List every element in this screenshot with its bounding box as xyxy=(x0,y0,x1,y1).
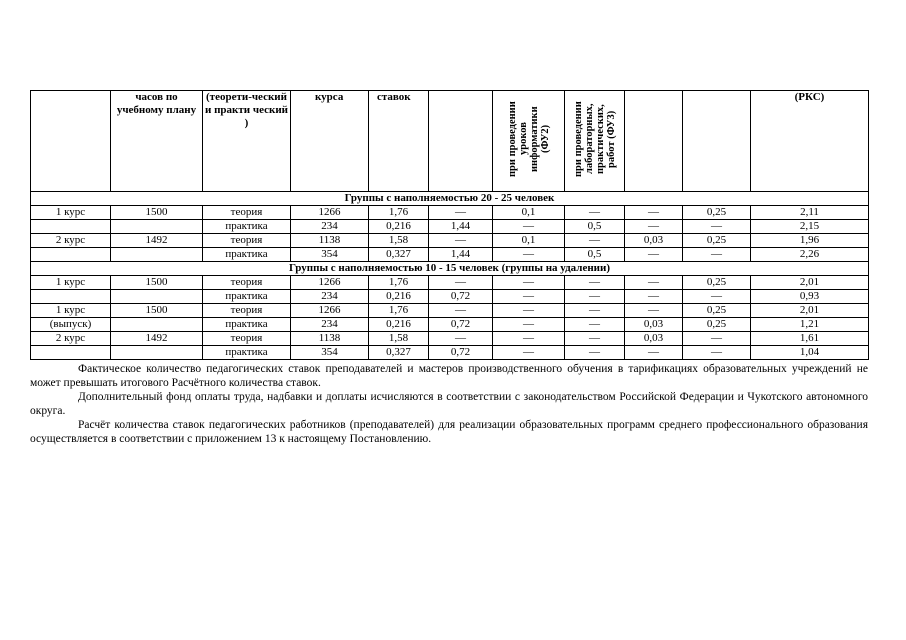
table-cell: — xyxy=(625,304,683,318)
paragraph: Расчёт количества ставок педагогических работников (преподавателей) для реализации образовательных программ среднего профессионального образования осуществляется в соответствии с приложением 13 к настоящему Постановлению. xyxy=(30,419,868,445)
table-cell: 0,216 xyxy=(369,290,429,304)
table-cell: 1,44 xyxy=(429,220,493,234)
table-cell: 1138 xyxy=(291,332,369,346)
table-cell: — xyxy=(565,234,625,248)
table-cell: 234 xyxy=(291,290,369,304)
header-cell xyxy=(625,91,683,192)
table-cell: — xyxy=(429,276,493,290)
table-cell xyxy=(31,346,111,360)
header-cell xyxy=(31,91,111,192)
table-cell xyxy=(31,290,111,304)
table-cell: 234 xyxy=(291,318,369,332)
table-cell: 0,216 xyxy=(369,318,429,332)
table-cell: 354 xyxy=(291,248,369,262)
table-cell xyxy=(31,248,111,262)
table-cell: 2 курс xyxy=(31,332,111,346)
table-cell: — xyxy=(493,276,565,290)
section-row xyxy=(31,262,869,276)
table-cell: 1,44 xyxy=(429,248,493,262)
table-cell: — xyxy=(493,346,565,360)
table-cell: — xyxy=(625,220,683,234)
table-cell: 0,216 xyxy=(369,220,429,234)
table-cell: теория xyxy=(203,332,291,346)
table-cell: 2,26 xyxy=(751,248,869,262)
table-cell: 1138 xyxy=(291,234,369,248)
table-cell: практика xyxy=(203,346,291,360)
table-cell: 0,327 xyxy=(369,248,429,262)
table-cell xyxy=(31,220,111,234)
table-cell: — xyxy=(493,220,565,234)
table-cell: 1,58 xyxy=(369,332,429,346)
table-cell: 0,72 xyxy=(429,290,493,304)
table-cell: — xyxy=(429,332,493,346)
table-cell: 0,5 xyxy=(565,220,625,234)
table-cell: — xyxy=(565,346,625,360)
table-cell: 1,96 xyxy=(751,234,869,248)
table-cell: практика xyxy=(203,318,291,332)
table-cell: 354 xyxy=(291,346,369,360)
table-cell: — xyxy=(625,276,683,290)
header-vertical-text: при проведении лабораторных, практических, работ (ФУ3) xyxy=(572,101,617,177)
document-page xyxy=(30,90,868,446)
table-row xyxy=(31,318,869,332)
table-cell: 1,76 xyxy=(369,304,429,318)
table-cell: 0,5 xyxy=(565,248,625,262)
table-cell xyxy=(111,220,203,234)
header-vertical-text: при проведении уроков информатики (ФУ2) xyxy=(506,101,551,177)
table-cell: 0,03 xyxy=(625,332,683,346)
table-cell: 1266 xyxy=(291,206,369,220)
table-cell: — xyxy=(429,234,493,248)
table-cell: 1500 xyxy=(111,206,203,220)
table-cell: — xyxy=(493,248,565,262)
table-cell: — xyxy=(683,248,751,262)
table-cell: 1,76 xyxy=(369,206,429,220)
table-cell: теория xyxy=(203,234,291,248)
table-cell: — xyxy=(429,304,493,318)
table-cell: 1,61 xyxy=(751,332,869,346)
table-cell: 0,03 xyxy=(625,234,683,248)
table-cell: 1,58 xyxy=(369,234,429,248)
table-cell: 2 курс xyxy=(31,234,111,248)
table-cell xyxy=(111,318,203,332)
table-cell: — xyxy=(565,304,625,318)
table-cell: — xyxy=(625,206,683,220)
header-cell: (теорети-ческий и практи ческий ) xyxy=(203,91,291,192)
table-cell: 1,76 xyxy=(369,276,429,290)
table-cell: (выпуск) xyxy=(31,318,111,332)
header-cell xyxy=(429,91,493,192)
staff-rates-table xyxy=(30,90,869,360)
table-cell: — xyxy=(683,332,751,346)
table-cell: 0,25 xyxy=(683,234,751,248)
table-cell: 0,72 xyxy=(429,318,493,332)
table-cell: 1492 xyxy=(111,234,203,248)
table-cell: 1 курс xyxy=(31,276,111,290)
table-cell: 1 курс xyxy=(31,206,111,220)
table-cell: 0,1 xyxy=(493,234,565,248)
table-header-row xyxy=(31,91,869,192)
table-cell: — xyxy=(565,206,625,220)
table-cell: 0,03 xyxy=(625,318,683,332)
table-cell: теория xyxy=(203,206,291,220)
table-cell: 1266 xyxy=(291,304,369,318)
table-cell: — xyxy=(493,318,565,332)
table-cell: 0,1 xyxy=(493,206,565,220)
table-cell: — xyxy=(683,220,751,234)
table-cell: — xyxy=(625,290,683,304)
table-cell xyxy=(111,290,203,304)
table-cell: 2,01 xyxy=(751,304,869,318)
table-cell xyxy=(111,248,203,262)
table-row xyxy=(31,206,869,220)
table-cell: 0,25 xyxy=(683,206,751,220)
table-cell: 2,01 xyxy=(751,276,869,290)
table-row xyxy=(31,248,869,262)
table-cell: — xyxy=(683,290,751,304)
table-cell: — xyxy=(565,290,625,304)
table-cell: 1,21 xyxy=(751,318,869,332)
table-cell: практика xyxy=(203,220,291,234)
table-row xyxy=(31,332,869,346)
table-cell: 2,11 xyxy=(751,206,869,220)
header-cell-vertical xyxy=(565,91,625,192)
table-cell: 0,25 xyxy=(683,304,751,318)
table-cell: — xyxy=(565,276,625,290)
paragraph: Фактическое количество педагогических ставок преподавателей и мастеров производственного обучения в тарификациях образовательных учреждений не может превышать итогового Расчётного количества ставок. xyxy=(30,363,868,389)
table-cell: — xyxy=(625,248,683,262)
paragraph: Дополнительный фонд оплаты труда, надбавки и доплаты исчисляются в соответствии с законодательством Российской Федерации и Чукотского автономного округа. xyxy=(30,391,868,417)
table-cell: 0,327 xyxy=(369,346,429,360)
table-row xyxy=(31,346,869,360)
table-cell: — xyxy=(493,290,565,304)
header-cell xyxy=(683,91,751,192)
table-row xyxy=(31,220,869,234)
table-cell: теория xyxy=(203,276,291,290)
table-cell: 1266 xyxy=(291,276,369,290)
table-cell: — xyxy=(565,332,625,346)
header-cell: ставок xyxy=(369,91,429,192)
section-title: Группы с наполняемостью 10 - 15 человек (группы на удалении) xyxy=(31,262,869,276)
table-cell: практика xyxy=(203,290,291,304)
table-cell: практика xyxy=(203,248,291,262)
table-cell: 1 курс xyxy=(31,304,111,318)
header-cell-vertical xyxy=(493,91,565,192)
table-row xyxy=(31,276,869,290)
table-row xyxy=(31,290,869,304)
section-title: Группы с наполняемостью 20 - 25 человек xyxy=(31,192,869,206)
table-cell: 0,25 xyxy=(683,276,751,290)
table-cell: — xyxy=(565,318,625,332)
table-cell: 234 xyxy=(291,220,369,234)
table-cell: 2,15 xyxy=(751,220,869,234)
table-cell: 0,72 xyxy=(429,346,493,360)
header-cell: (РКС) xyxy=(751,91,869,192)
table-row xyxy=(31,304,869,318)
table-row xyxy=(31,234,869,248)
table-cell: — xyxy=(683,346,751,360)
table-cell: теория xyxy=(203,304,291,318)
table-cell: 1500 xyxy=(111,276,203,290)
table-cell xyxy=(111,346,203,360)
table-cell: — xyxy=(625,346,683,360)
header-cell: часов по учебному плану xyxy=(111,91,203,192)
table-cell: 1500 xyxy=(111,304,203,318)
table-cell: 0,25 xyxy=(683,318,751,332)
table-cell: — xyxy=(429,206,493,220)
section-row xyxy=(31,192,869,206)
table-cell: — xyxy=(493,304,565,318)
table-cell: 0,93 xyxy=(751,290,869,304)
table-cell: 1,04 xyxy=(751,346,869,360)
table-cell: 1492 xyxy=(111,332,203,346)
header-cell: курса xyxy=(291,91,369,192)
table-cell: — xyxy=(493,332,565,346)
